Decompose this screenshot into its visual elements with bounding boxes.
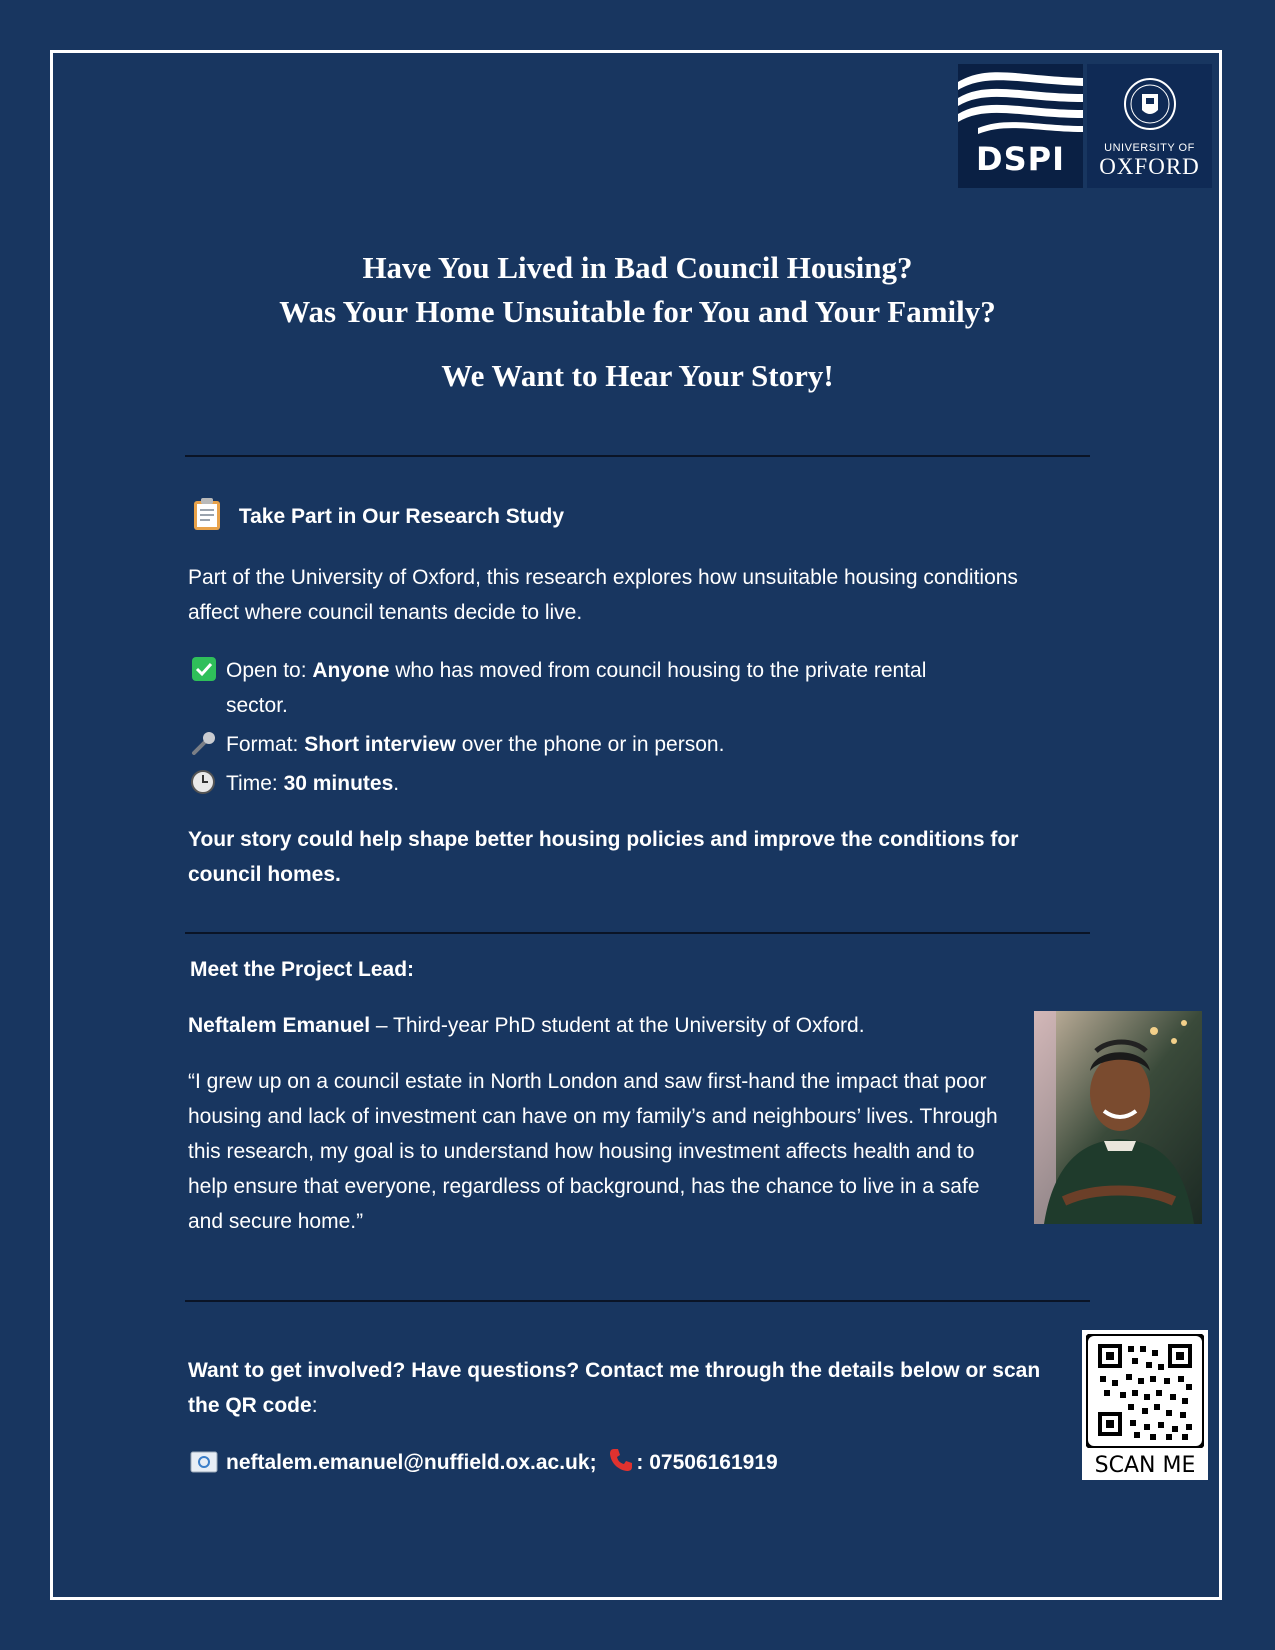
- project-lead-photo: [1034, 1011, 1202, 1224]
- check-mark-icon: [190, 657, 218, 681]
- oxford-university-of: UNIVERSITY OF: [1104, 142, 1195, 154]
- lead-quote: “I grew up on a council estate in North London and saw first-hand the impact that poor housing and lack of investment can have on my family’s and neighbours’ lives. Through this research, my goal is to understand how housing investment affects health and to help ensure that everyone, regardless of background, has the chance to live in a safe and secure home.”: [188, 1070, 998, 1233]
- contact-cta: [188, 1353, 1058, 1423]
- contact-details: [190, 1447, 778, 1475]
- format-rest: over the phone or in person.: [455, 733, 725, 756]
- open-bold: Anyone: [312, 659, 390, 682]
- email-icon: [190, 1451, 218, 1473]
- lead-name: Neftalem Emanuel: [188, 1014, 371, 1037]
- headline-line-2: Was Your Home Unsuitable for You and Your Family?: [279, 294, 996, 329]
- open-rest-line2: sector.: [226, 694, 288, 717]
- lead-heading: Meet the Project Lead:: [190, 958, 415, 981]
- headline-questions: [0, 246, 1275, 334]
- study-heading-text: Take Part in Our Research Study: [238, 505, 565, 528]
- oxford-wordmark: OXFORD: [1099, 154, 1200, 179]
- study-impact: Your story could help shape better housing policies and improve the conditions for council homes.: [188, 828, 1019, 886]
- phone-link[interactable]: 07506161919: [649, 1451, 778, 1474]
- dspi-wave-graphic: [958, 64, 1083, 139]
- phone-separator: :: [636, 1451, 650, 1474]
- time-rest: .: [393, 772, 400, 795]
- bullet-open-to: [190, 653, 1070, 723]
- qr-scan-label: SCAN ME: [1094, 1453, 1196, 1478]
- clipboard-icon: [193, 497, 221, 531]
- email-link[interactable]: neftalem.emanuel@nuffield.ox.ac.uk;: [226, 1451, 597, 1474]
- bullet-format: [190, 727, 1070, 762]
- headline-call: We Want to Hear Your Story!: [441, 358, 834, 393]
- contact-cta-text: Want to get involved? Have questions? Contact me through the details below or scan the QR code: [188, 1359, 1041, 1417]
- clock-icon: [190, 770, 218, 794]
- divider: [185, 1300, 1090, 1302]
- logo-group: [958, 64, 1212, 188]
- lead-role: – Third-year PhD student at the University of Oxford.: [370, 1014, 865, 1037]
- qr-code-box[interactable]: [1082, 1330, 1208, 1480]
- bullet-time: [190, 766, 1070, 801]
- format-label: Format:: [226, 733, 305, 756]
- study-intro: Part of the University of Oxford, this research explores how unsuitable housing conditions affect where council tenants decide to live.: [188, 566, 1018, 624]
- dspi-wordmark: DSPI: [976, 140, 1065, 178]
- oxford-logo: [1087, 64, 1212, 188]
- lead-intro: [188, 1008, 1008, 1043]
- divider: [185, 932, 1090, 934]
- dspi-logo: [958, 64, 1083, 188]
- contact-cta-colon: :: [311, 1394, 318, 1417]
- microphone-icon: [190, 731, 218, 755]
- open-rest: who has moved from council housing to the private rental: [389, 659, 927, 682]
- oxford-crest-icon: [1122, 74, 1178, 134]
- study-heading: [193, 497, 564, 531]
- divider: [185, 455, 1090, 457]
- phone-icon: [608, 1447, 634, 1473]
- headline-line-1: Have You Lived in Bad Council Housing?: [362, 250, 913, 285]
- time-bold: 30 minutes: [283, 772, 394, 795]
- qr-code[interactable]: [1086, 1334, 1204, 1448]
- time-label: Time:: [226, 772, 284, 795]
- format-bold: Short interview: [304, 733, 456, 756]
- open-label: Open to:: [226, 659, 313, 682]
